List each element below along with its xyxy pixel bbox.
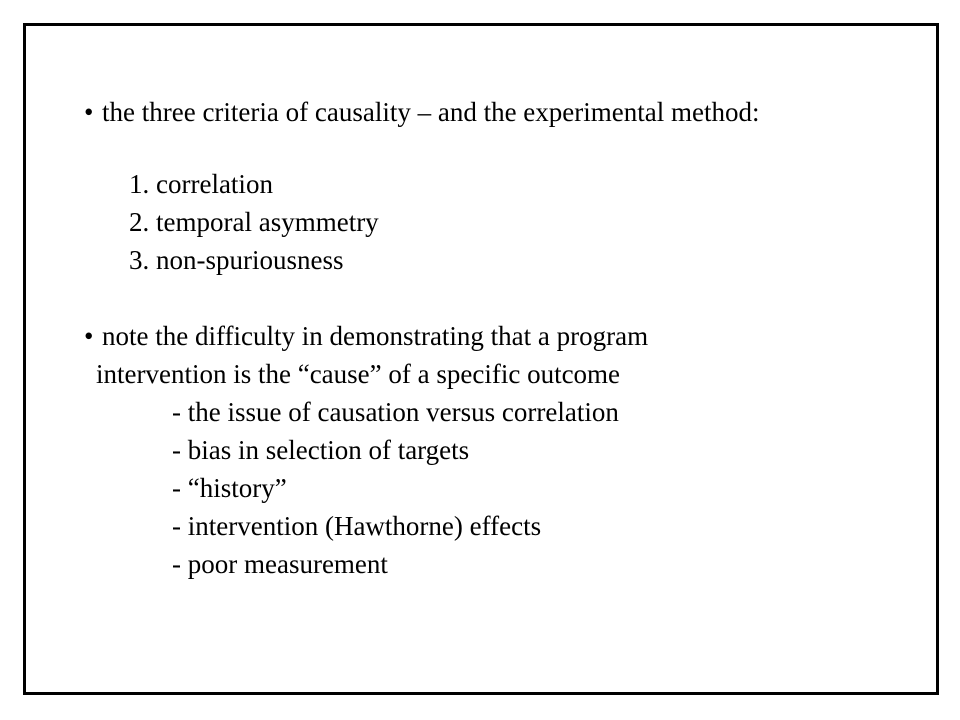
bullet-program-intervention xyxy=(84,320,648,352)
subitem-hawthorne-effects: - intervention (Hawthorne) effects xyxy=(172,511,542,541)
criteria-item-non-spuriousness: 3. non-spuriousness xyxy=(129,245,344,275)
criteria-item-correlation: 1. correlation xyxy=(129,169,273,199)
subitem-poor-measurement: - poor measurement xyxy=(172,549,388,579)
subitem-history: - “history” xyxy=(172,473,287,503)
bullet-icon: • xyxy=(84,321,94,351)
bullet-causality-criteria xyxy=(84,96,759,128)
subitem-selection-bias: - bias in selection of targets xyxy=(172,435,470,465)
bullet-heading-text: note the difficulty in demonstrating that a program xyxy=(102,321,649,351)
bullet-heading-text: the three criteria of causality – and the experimental method: xyxy=(102,97,760,127)
bullet-icon: • xyxy=(84,97,94,127)
subitem-causation-vs-correlation: - the issue of causation versus correlation xyxy=(172,397,619,427)
slide-frame xyxy=(23,23,939,695)
bullet-heading-continuation: intervention is the “cause” of a specific outcome xyxy=(96,359,621,389)
criteria-item-temporal-asymmetry: 2. temporal asymmetry xyxy=(129,207,379,237)
